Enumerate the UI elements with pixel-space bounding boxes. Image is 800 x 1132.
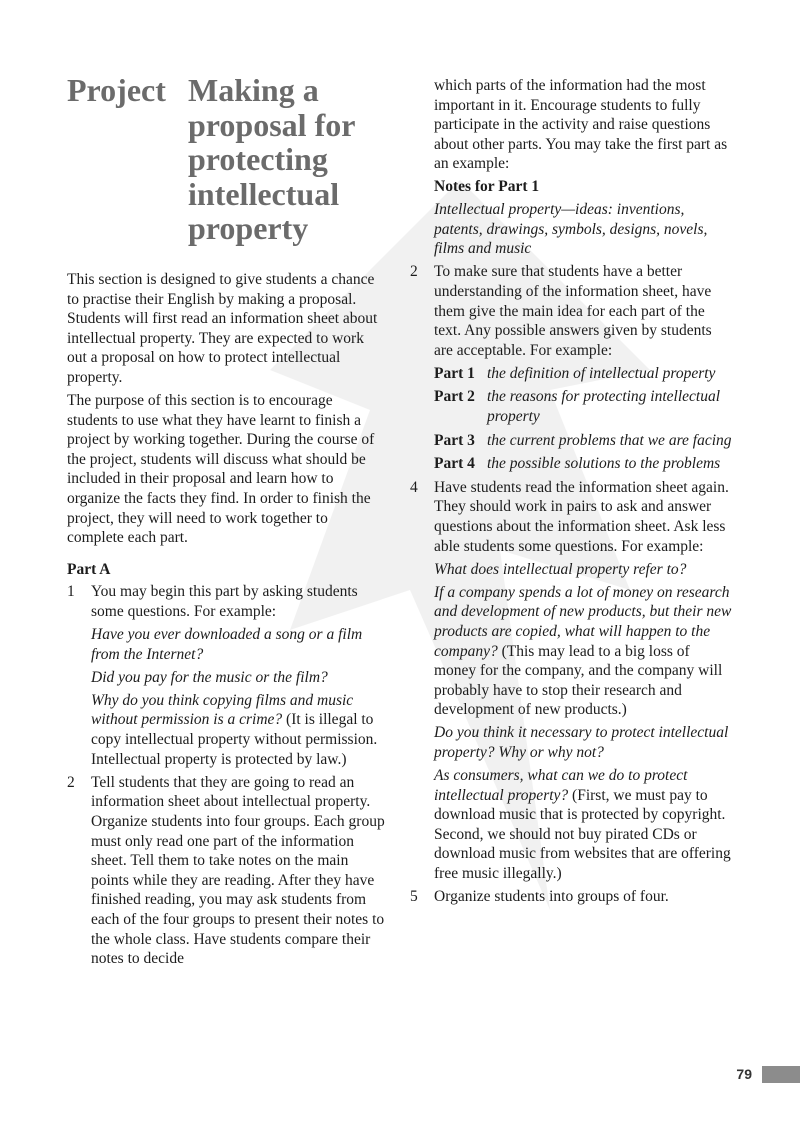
item-number: 5	[410, 888, 418, 906]
example-question: Have you ever downloaded a song or a film from the Internet?	[91, 626, 363, 663]
notes-text: Intellectual property—ideas: inventions, patents, drawings, symbols, designs, novels, films and music	[434, 201, 708, 258]
part-a-item-2	[67, 773, 385, 969]
example-question-with-answer	[91, 691, 385, 769]
continuation-block	[410, 76, 732, 259]
part-a-heading: Part A	[67, 560, 111, 578]
item-number: 2	[410, 263, 418, 281]
part-summary-row	[434, 454, 732, 474]
part-summary: the reasons for protecting intellectual property	[487, 388, 721, 425]
example-question: What does intellectual property refer to?	[434, 560, 687, 578]
left-column	[67, 66, 385, 972]
part-label: Part 4	[434, 455, 475, 473]
continuation-text: which parts of the information had the most important in it. Encourage students to fully participate in the activity and raise questions about other parts. You may take the first part as an example:	[434, 77, 728, 173]
part-label: Part 1	[434, 364, 475, 382]
part-summary-row	[434, 431, 732, 451]
part-summary: the possible solutions to the problems	[487, 455, 721, 473]
item-text: To make sure that students have a better understanding of the information sheet, have them give the main idea for each part of the text. Any possible answers given by students are acceptable. For example:	[434, 263, 712, 359]
right-column	[410, 76, 732, 910]
part-a-item-1	[67, 582, 385, 769]
item-text: Have students read the information sheet again. They should work in pairs to ask and answer questions about the information sheet. Ask less able students some questions. For example:	[434, 478, 729, 555]
part-summary-row	[434, 364, 732, 384]
example-question-with-answer	[434, 583, 732, 720]
item-text: Organize students into groups of four.	[434, 888, 669, 906]
part-label: Part 3	[434, 431, 475, 449]
item-number: 1	[67, 583, 75, 601]
example-question: Do you think it necessary to protect intellectual property? Why or why not?	[434, 724, 729, 761]
item-number: 2	[67, 773, 75, 791]
part-label: Part 2	[434, 388, 475, 406]
intro-paragraph-2: The purpose of this section is to encourage students to use what they have learnt to finish a project by working together. During the course of the project, students will discuss what should be included in their proposal and learn how to organize the facts they find. In order to finish the project, they will need to work together to complete each part.	[67, 392, 375, 547]
example-question-with-answer	[434, 766, 732, 884]
example-question: As consumers, what can we do to protect intellectual property?	[434, 767, 688, 804]
example-answer: (First, we must pay to download music that is protected by copyright. Second, we should not buy pirated CDs or download music from websites that are offering free music illegally.)	[434, 786, 731, 883]
right-item-2	[410, 262, 732, 473]
example-question: If a company spends a lot of money on research and development of new products, but their new products are copied, what will happen to the company?	[434, 583, 732, 660]
example-answer: (This may lead to a big loss of money for the company, and the company will probably have to stop their research and development of new products.)	[434, 642, 723, 719]
right-item-5	[410, 887, 732, 907]
example-answer: (It is illegal to copy intellectual property without permission. Intellectual property is protected by law.)	[91, 711, 378, 768]
right-item-4	[410, 478, 732, 884]
example-question: Did you pay for the music or the film?	[91, 668, 328, 686]
item-number: 4	[410, 478, 418, 496]
title-label: Project	[67, 72, 166, 108]
part-summary: the definition of intellectual property	[487, 364, 716, 382]
page-title	[67, 66, 385, 264]
example-question: Why do you think copying films and music without permission is a crime?	[91, 691, 354, 729]
item-text: Tell students that they are going to read an information sheet about intellectual property. Organize students into four groups. Each group must only read one part of the information sheet. Tell them to take notes on the main points while they are reading. After they have finished reading, you may ask students from each of the four groups to present their notes to the whole class. Have students compare their notes to decide	[91, 773, 385, 968]
intro-paragraph-1: This section is designed to give students a chance to practise their English by making a proposal. Students will first read an information sheet about intellectual property. They are expected to work out a proposal on how to protect intellectual property.	[67, 271, 378, 386]
part-summary: the current problems that we are facing	[487, 431, 732, 449]
title-text: Making a proposal for protecting intellectual property	[188, 72, 355, 246]
page-number-bar	[762, 1066, 800, 1083]
item-text: You may begin this part by asking students some questions. For example:	[91, 583, 358, 620]
page-number: 79	[736, 1066, 752, 1082]
part-summary-row	[434, 387, 732, 426]
notes-heading: Notes for Part 1	[434, 178, 540, 196]
